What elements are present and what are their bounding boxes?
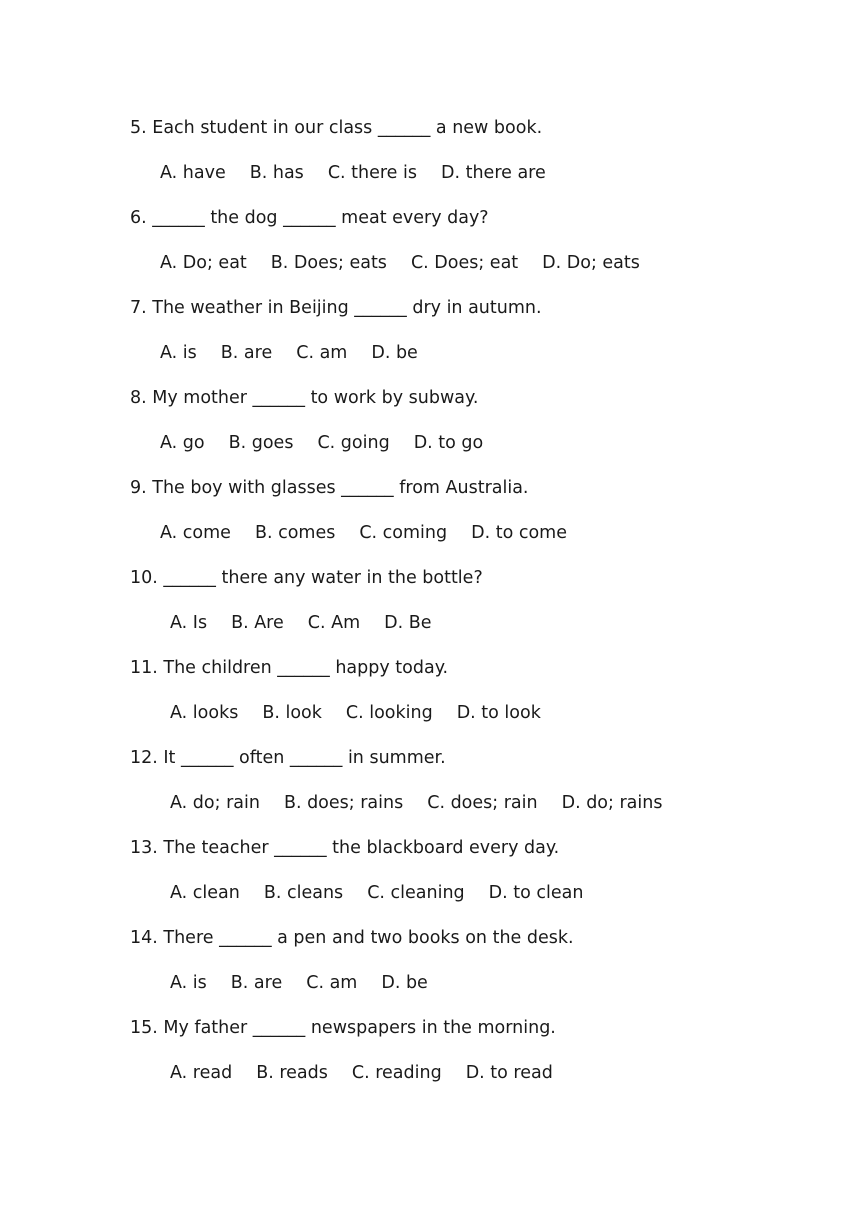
question-13-options <box>170 878 583 908</box>
option-d: D. to come <box>471 523 567 543</box>
option-c: C. there is <box>327 163 417 183</box>
option-a: A. do; rain <box>170 793 260 813</box>
option-d: D. there are <box>441 163 546 183</box>
option-b: B. goes <box>228 433 294 453</box>
option-a: A. have <box>160 163 226 183</box>
question-15-options <box>170 1058 553 1088</box>
question-5-options <box>160 158 546 188</box>
option-d: D. to read <box>465 1063 553 1083</box>
option-d: D. Be <box>384 613 432 633</box>
option-a: A. looks <box>170 703 239 723</box>
option-c: C. does; rain <box>427 793 538 813</box>
option-c: C. going <box>317 433 390 453</box>
question-14-stem: 14. There ______ a pen and two books on the desk. <box>130 928 574 948</box>
question-8-options <box>160 428 483 458</box>
option-d: D. do; rains <box>561 793 663 813</box>
option-d: D. be <box>381 973 428 993</box>
question-13-stem: 13. The teacher ______ the blackboard every day. <box>130 838 560 858</box>
option-b: B. Does; eats <box>270 253 387 273</box>
question-12-stem: 12. It ______ often ______ in summer. <box>130 748 446 768</box>
question-7-stem: 7. The weather in Beijing ______ dry in autumn. <box>130 298 542 318</box>
question-7-options <box>160 338 418 368</box>
option-b: B. are <box>220 343 273 363</box>
option-a: A. is <box>170 973 207 993</box>
option-b: B. Are <box>231 613 284 633</box>
option-a: A. read <box>170 1063 233 1083</box>
question-10-stem: 10. ______ there any water in the bottle? <box>130 568 483 588</box>
option-d: D. to look <box>456 703 541 723</box>
option-c: C. Am <box>307 613 361 633</box>
question-9-stem: 9. The boy with glasses ______ from Australia. <box>130 478 529 498</box>
option-a: A. go <box>160 433 205 453</box>
question-9-options <box>160 518 567 548</box>
option-a: A. Do; eat <box>160 253 247 273</box>
option-a: A. is <box>160 343 197 363</box>
question-12-options <box>170 788 662 818</box>
option-a: A. clean <box>170 883 240 903</box>
option-b: B. reads <box>256 1063 328 1083</box>
option-a: A. Is <box>170 613 208 633</box>
option-b: B. does; rains <box>283 793 404 813</box>
option-c: C. looking <box>345 703 433 723</box>
option-d: D. to go <box>413 433 484 453</box>
option-c: C. Does; eat <box>410 253 519 273</box>
question-14-options <box>170 968 428 998</box>
question-11-options <box>170 698 541 728</box>
option-b: B. cleans <box>263 883 344 903</box>
option-a: A. come <box>160 523 231 543</box>
option-b: B. has <box>249 163 304 183</box>
question-11-stem: 11. The children ______ happy today. <box>130 658 449 678</box>
option-d: D. to clean <box>488 883 584 903</box>
option-c: C. am <box>306 973 358 993</box>
option-c: C. am <box>296 343 348 363</box>
option-c: C. coming <box>359 523 448 543</box>
question-10-options <box>170 608 432 638</box>
option-c: C. cleaning <box>367 883 465 903</box>
question-6-stem: 6. ______ the dog ______ meat every day? <box>130 208 489 228</box>
question-15-stem: 15. My father ______ newspapers in the morning. <box>130 1018 556 1038</box>
option-d: D. Do; eats <box>542 253 640 273</box>
option-b: B. look <box>262 703 322 723</box>
question-8-stem: 8. My mother ______ to work by subway. <box>130 388 479 408</box>
option-b: B. are <box>230 973 283 993</box>
question-5-stem: 5. Each student in our class ______ a new book. <box>130 118 543 138</box>
option-c: C. reading <box>351 1063 442 1083</box>
option-d: D. be <box>371 343 418 363</box>
option-b: B. comes <box>254 523 336 543</box>
question-6-options <box>160 248 640 278</box>
